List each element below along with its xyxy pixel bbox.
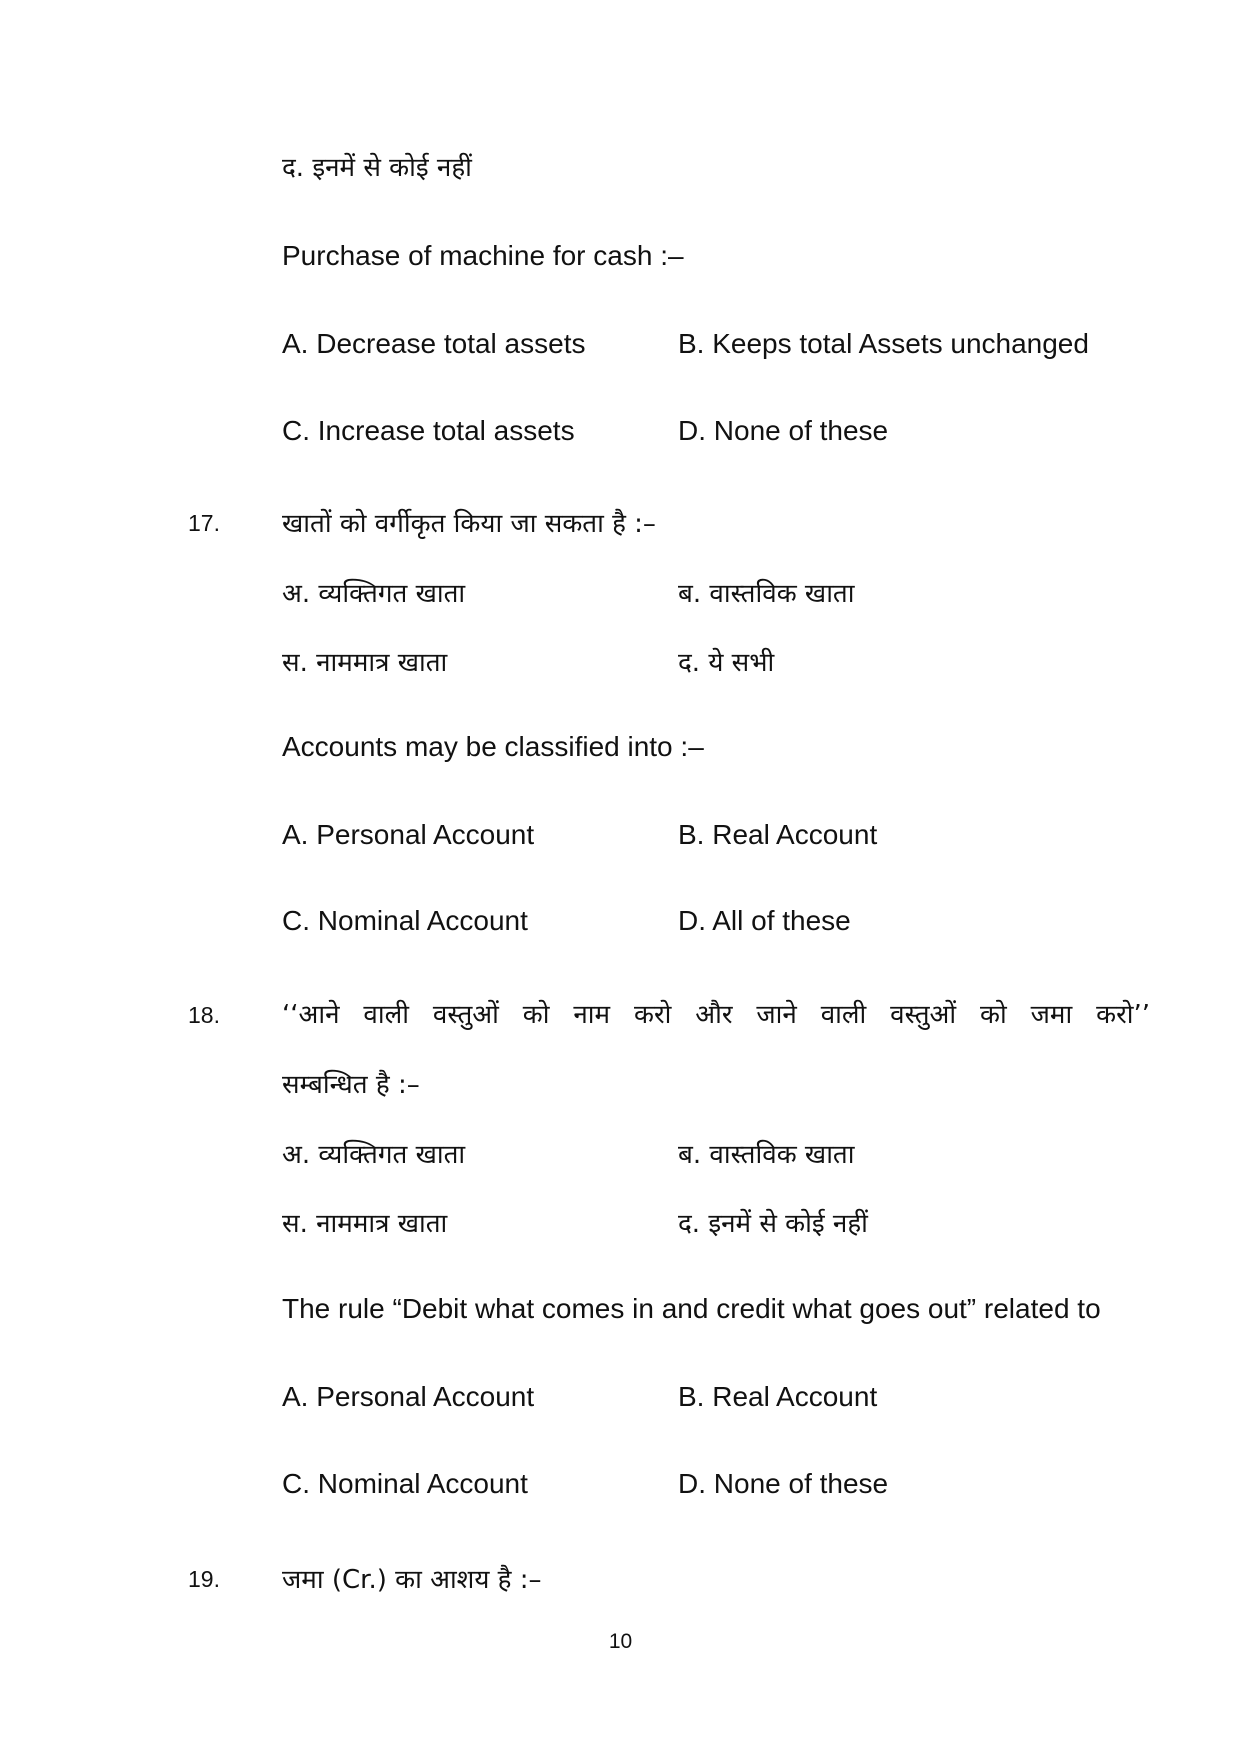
question-number-19: 19. xyxy=(188,1566,220,1592)
option-a: A. Decrease total assets xyxy=(282,328,586,359)
q18-option-a: A. Personal Account xyxy=(282,1381,535,1412)
q17-option-d-hindi: द. ये सभी xyxy=(678,648,775,678)
option-d-hindi: द. इनमें से कोई नहीं xyxy=(282,153,472,183)
q17-option-c-hindi: स. नाममात्र खाता xyxy=(282,648,448,678)
q18-option-c: C. Nominal Account xyxy=(282,1468,528,1499)
question-text-english: Purchase of machine for cash :– xyxy=(282,240,684,271)
question-17-text-hindi: खातों को वर्गीकृत किया जा सकता है :– xyxy=(282,509,656,539)
q17-option-d: D. All of these xyxy=(678,905,851,936)
question-number-17: 17. xyxy=(188,510,220,536)
question-18-text-hindi-line1: ‘‘आने वाली वस्तुओं को नाम करो और जाने वाली वस्तुओं को जमा करो’’ xyxy=(282,1000,1150,1030)
q18-option-a-hindi: अ. व्यक्तिगत खाता xyxy=(282,1140,466,1170)
option-d: D. None of these xyxy=(678,415,889,446)
q17-option-b-hindi: ब. वास्तविक खाता xyxy=(678,579,855,609)
question-17-text-english: Accounts may be classified into :– xyxy=(282,731,704,762)
question-18-text-hindi-line2: सम्बन्धित है :– xyxy=(282,1070,420,1100)
q18-option-c-hindi: स. नाममात्र खाता xyxy=(282,1209,448,1239)
q17-option-a: A. Personal Account xyxy=(282,819,535,850)
question-18-text-english: The rule “Debit what comes in and credit what goes out” related to xyxy=(282,1293,1101,1324)
q17-option-a-hindi: अ. व्यक्तिगत खाता xyxy=(282,579,466,609)
page-number: 10 xyxy=(608,1630,633,1653)
q17-option-c: C. Nominal Account xyxy=(282,905,528,936)
q18-option-b-hindi: ब. वास्तविक खाता xyxy=(678,1140,855,1170)
q18-option-d: D. None of these xyxy=(678,1468,889,1499)
option-c: C. Increase total assets xyxy=(282,415,575,446)
question-19-text-hindi: जमा (Cr.) का आशय है :– xyxy=(282,1565,542,1595)
question-number-18: 18. xyxy=(188,1002,220,1028)
q18-option-b: B. Real Account xyxy=(678,1381,878,1412)
option-b: B. Keeps total Assets unchanged xyxy=(678,328,1089,359)
q17-option-b: B. Real Account xyxy=(678,819,878,850)
q18-option-d-hindi: द. इनमें से कोई नहीं xyxy=(678,1209,868,1239)
